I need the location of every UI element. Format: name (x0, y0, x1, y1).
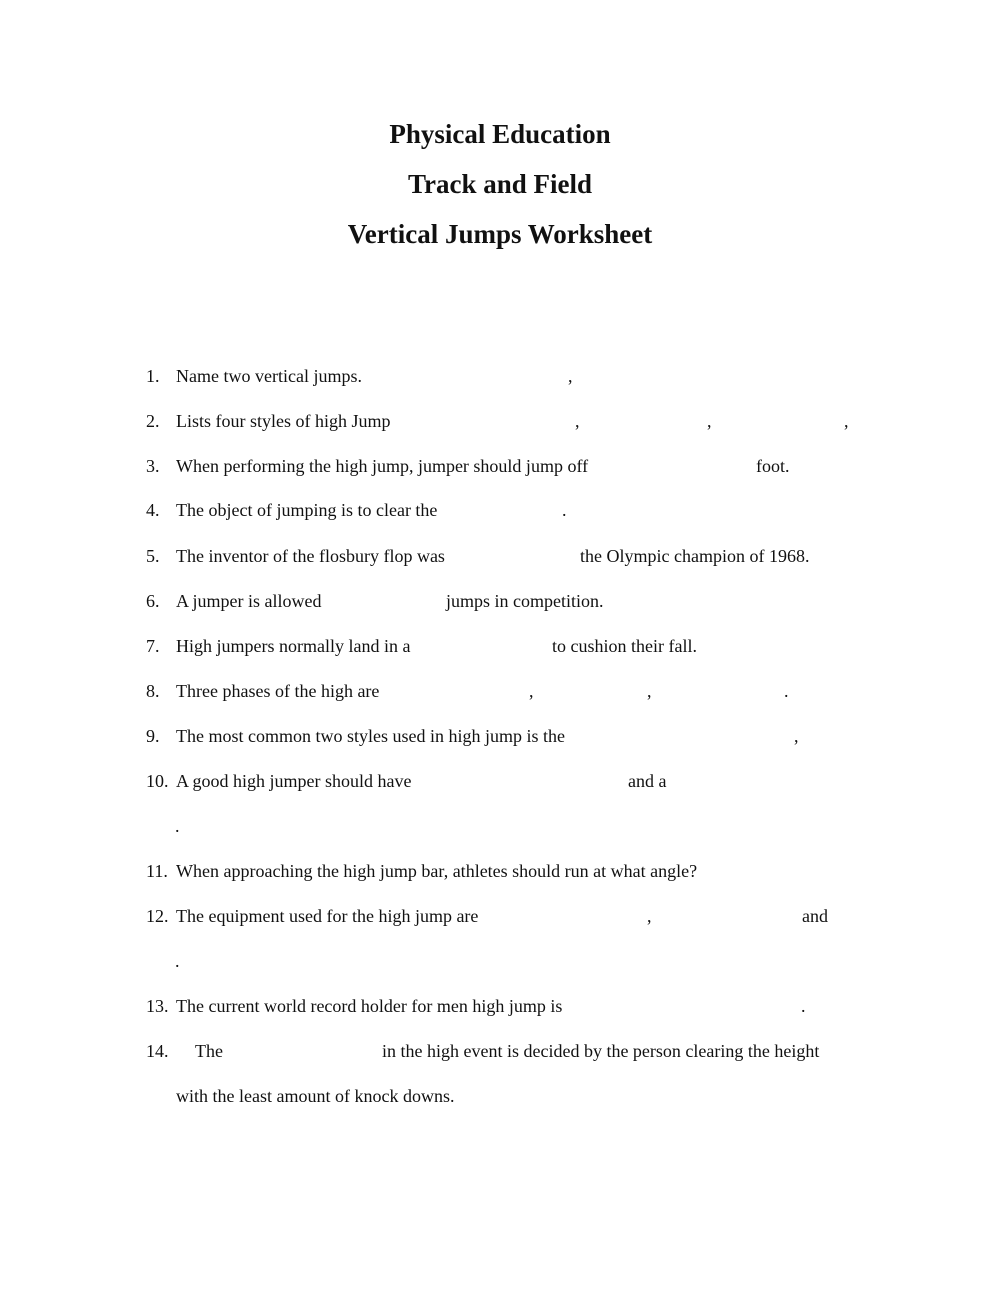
question-2-number: 2. (146, 411, 160, 431)
question-7-text: High jumpers normally land in a (176, 636, 411, 656)
question-2-blank-separator: , (575, 411, 580, 431)
question-14-text-end: with the least amount of knock downs. (176, 1086, 455, 1106)
question-4-text-end: . (562, 500, 567, 520)
question-6-number: 6. (146, 591, 160, 611)
question-13-number: 13. (146, 996, 169, 1016)
question-8-text-end: . (784, 681, 789, 701)
question-14-number: 14. (146, 1041, 169, 1061)
question-1-number: 1. (146, 366, 160, 386)
question-9-number: 9. (146, 726, 160, 746)
question-10-text: A good high jumper should have (176, 771, 412, 791)
worksheet-subject-title: Physical Education (389, 119, 611, 149)
question-2-blank-separator: , (844, 411, 849, 431)
question-7-number: 7. (146, 636, 160, 656)
question-10-text-end: . (175, 816, 180, 836)
worksheet-unit-title: Track and Field (407, 169, 593, 199)
question-12-blank-separator: , (647, 906, 652, 926)
question-13-text-end: . (801, 996, 806, 1016)
question-12-text-mid: and (802, 906, 828, 926)
question-1-text: Name two vertical jumps. (176, 366, 362, 386)
question-5-text-end: the Olympic champion of 1968. (580, 546, 810, 566)
question-10-text-mid: and a (628, 771, 667, 791)
question-12-text: The equipment used for the high jump are (176, 906, 479, 926)
question-8-blank-separator: , (647, 681, 652, 701)
question-8-blank-separator: , (529, 681, 534, 701)
question-3-text-end: foot. (756, 456, 790, 476)
question-11-text: When approaching the high jump bar, athletes should run at what angle? (176, 861, 698, 881)
question-11-number: 11. (146, 861, 168, 881)
question-3-text: When performing the high jump, jumper should jump off (176, 456, 589, 476)
question-6-text: A jumper is allowed (176, 591, 322, 611)
question-8-text: Three phases of the high are (176, 681, 380, 701)
question-12-number: 12. (146, 906, 169, 926)
question-2-text: Lists four styles of high Jump (176, 411, 391, 431)
question-13-text: The current world record holder for men high jump is (176, 996, 563, 1016)
question-14-text-mid: in the high event is decided by the person clearing the height (382, 1041, 820, 1061)
question-8-number: 8. (146, 681, 160, 701)
question-7-text-end: to cushion their fall. (552, 636, 697, 656)
question-2-blank-separator: , (707, 411, 712, 431)
worksheet-title: Vertical Jumps Worksheet (347, 219, 653, 249)
question-12-text-end: . (175, 951, 180, 971)
question-14-text: The (195, 1041, 223, 1061)
question-5-text: The inventor of the flosbury flop was (176, 546, 445, 566)
question-4-number: 4. (146, 500, 160, 520)
question-6-text-end: jumps in competition. (446, 591, 604, 611)
question-10-number: 10. (146, 771, 169, 791)
question-5-number: 5. (146, 546, 160, 566)
question-9-text: The most common two styles used in high jump is the (176, 726, 565, 746)
question-3-number: 3. (146, 456, 160, 476)
question-9-blank-separator: , (794, 726, 799, 746)
question-4-text: The object of jumping is to clear the (176, 500, 438, 520)
question-1-blank-separator: , (568, 366, 573, 386)
